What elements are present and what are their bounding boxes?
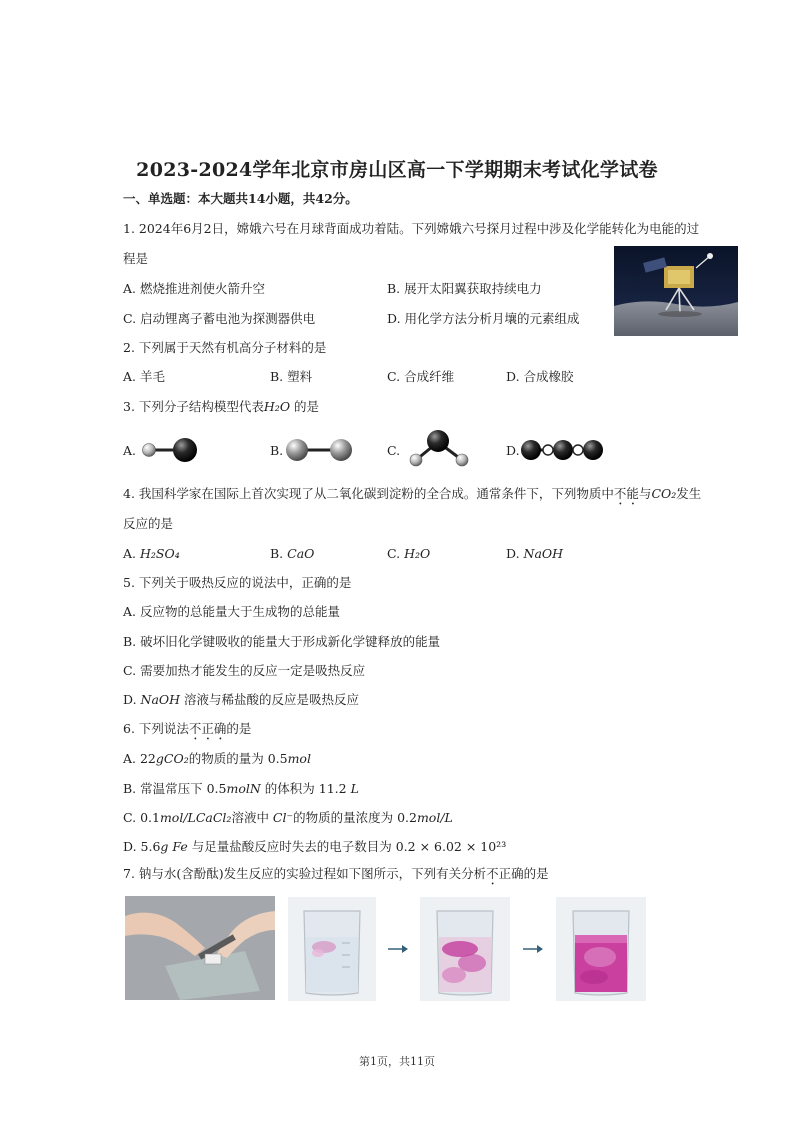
q3-model-d — [519, 434, 605, 466]
q2-option-b: B. 塑料 — [270, 369, 313, 384]
beaker-photo-2 — [420, 897, 510, 1001]
arrow-right-icon — [388, 944, 408, 954]
q3-option-c-label: C. — [387, 443, 401, 458]
q2-option-a: A. 羊毛 — [123, 369, 165, 384]
q2-option-c: C. 合成纤维 — [387, 369, 455, 384]
q1-option-a: A. 燃烧推进剂使火箭升空 — [123, 281, 265, 296]
q4-option-c: C. H₂O — [387, 546, 431, 561]
q3-option-d-label: D. — [506, 443, 520, 458]
q5-option-d: D. NaOH 溶液与稀盐酸的反应是吸热反应 — [123, 692, 360, 707]
q6-option-d: D. 5.6g Fe 与足量盐酸反应时失去的电子数目为 0.2 × 6.02 × 10²³ — [123, 839, 507, 854]
q5-option-b: B. 破坏旧化学键吸收的能量大于形成新化学键释放的能量 — [123, 634, 441, 649]
beaker-photo-3 — [556, 897, 646, 1001]
q6-stem: 6. 下列说法不正确的是 — [123, 721, 252, 736]
q1-option-b: B. 展开太阳翼获取持续电力 — [387, 281, 542, 296]
q3-model-c — [402, 428, 472, 468]
q1-option-c: C. 启动锂离子蓄电池为探测器供电 — [123, 311, 316, 326]
q5-option-a: A. 反应物的总能量大于生成物的总能量 — [123, 604, 340, 619]
q2-stem: 2. 下列属于天然有机高分子材料的是 — [123, 340, 327, 355]
q5-option-c: C. 需要加热才能发生的反应一定是吸热反应 — [123, 663, 366, 678]
lunar-lander-photo — [614, 246, 738, 336]
q5-stem: 5. 下列关于吸热反应的说法中，正确的是 — [123, 575, 352, 590]
sodium-cutting-photo — [125, 896, 275, 1000]
q1-option-d: D. 用化学方法分析月壤的元素组成 — [387, 311, 580, 326]
q3-option-b-label: B. — [270, 443, 284, 458]
section-heading: 一、单选题：本大题共14小题，共42分。 — [123, 191, 358, 206]
q3-model-b — [283, 434, 355, 466]
q4-option-b: B. CaO — [270, 546, 315, 561]
q3-model-a — [139, 434, 203, 466]
q6-option-a: A. 22gCO₂的物质的量为 0.5mol — [123, 751, 311, 766]
q4-stem-line1: 4. 我国科学家在国际上首次实现了从二氧化碳到淀粉的全合成。通常条件下，下列物质中不能与CO₂发生 — [123, 486, 702, 501]
page-footer: 第1页，共11页 — [359, 1055, 435, 1068]
page-title: 2023-2024学年北京市房山区高一下学期期末考试化学试卷 — [136, 159, 658, 181]
q3-stem: 3. 下列分子结构模型代表H₂O 的是 — [123, 399, 320, 414]
q6-option-b: B. 常温常压下 0.5molN 的体积为 11.2 L — [123, 781, 359, 796]
q4-option-d: D. NaOH — [506, 546, 564, 561]
arrow-right-icon — [523, 944, 543, 954]
q4-option-a: A. H₂SO₄ — [123, 546, 180, 561]
q1-stem-line1: 1. 2024年6月2日，嫦娥六号在月球背面成功着陆。下列嫦娥六号探月过程中涉及化学能转化为电能的过 — [123, 221, 700, 236]
q1-stem-line2: 程是 — [123, 251, 149, 266]
q7-stem: 7. 钠与水(含酚酞)发生反应的实验过程如下图所示，下列有关分析不正确的是 — [123, 866, 549, 881]
beaker-photo-1 — [288, 897, 376, 1001]
q6-option-c: C. 0.1mol/LCaCl₂溶液中 Cl⁻的物质的量浓度为 0.2mol/L — [123, 810, 453, 825]
q2-option-d: D. 合成橡胶 — [506, 369, 574, 384]
q3-option-a-label: A. — [123, 443, 137, 458]
q4-stem-line2: 反应的是 — [123, 516, 174, 531]
